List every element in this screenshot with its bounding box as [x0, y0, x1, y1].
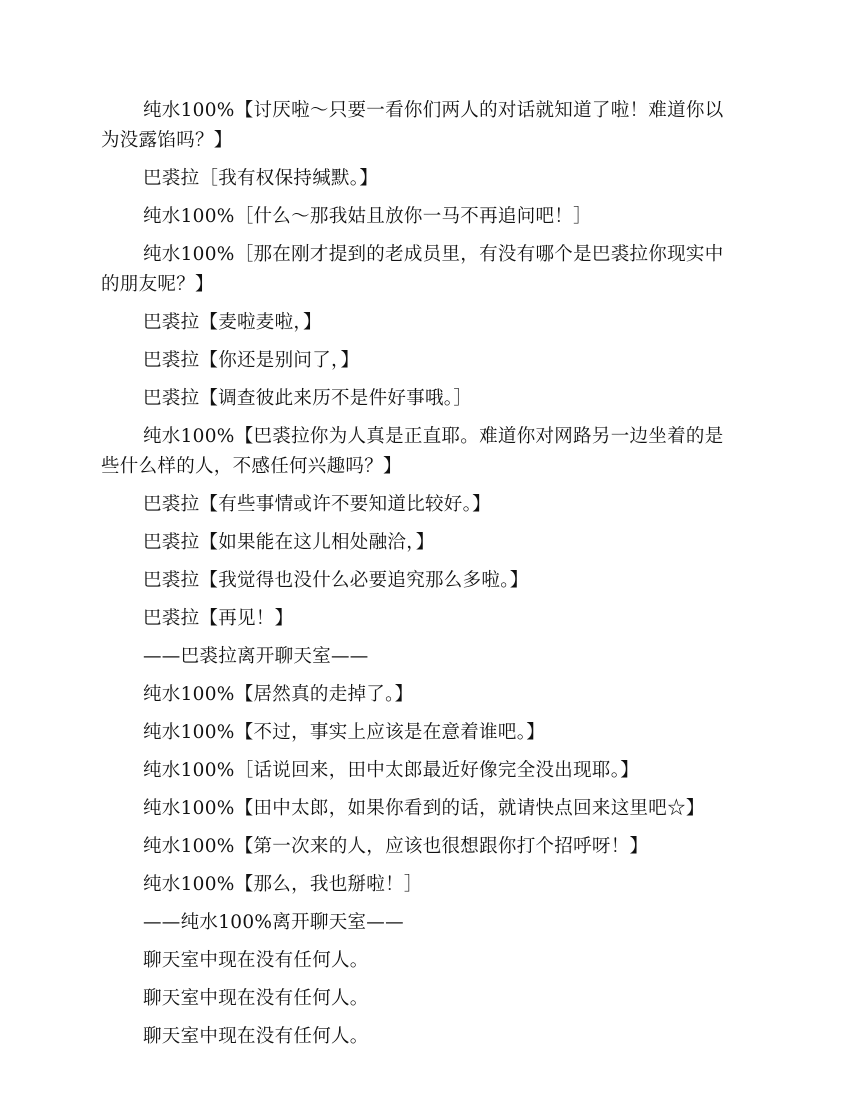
system-message: 聊天室中现在没有任何人。: [143, 1026, 369, 1047]
document-page: [101, 96, 741, 1060]
chat-line: 巴裘拉【我觉得也没什么必要追究那么多啦。】: [143, 570, 529, 591]
chat-line: 纯水100%［话说回来，田中太郎最近好像完全没出现耶。】: [143, 760, 640, 781]
system-message: 聊天室中现在没有任何人。: [143, 988, 369, 1009]
chat-line: 纯水100%【不过，事实上应该是在意着谁吧。】: [143, 722, 546, 743]
chat-line: 纯水100%【第一次来的人，应该也很想跟你打个招呼呀！】: [143, 836, 649, 857]
chat-line: 巴裘拉【调查彼此来历不是件好事哦。］: [143, 388, 473, 409]
chat-line: 纯水100%【讨厌啦～只要一看你们两人的对话就知道了啦！难道你以为没露馅吗？】: [101, 100, 724, 151]
chat-line: 巴裘拉［我有权保持缄默。】: [143, 168, 379, 189]
chat-line: 纯水100%【那么，我也掰啦！］: [143, 874, 423, 895]
chat-line: 巴裘拉【你还是别问了，】: [143, 350, 360, 371]
system-message: 聊天室中现在没有任何人。: [143, 950, 369, 971]
chat-line: 巴裘拉【再见！】: [143, 608, 294, 629]
chat-line: 巴裘拉【如果能在这儿相处融洽，】: [143, 532, 435, 553]
system-message: ——巴裘拉离开聊天室——: [143, 646, 369, 667]
chat-line: 纯水100%【田中太郎，如果你看到的话，就请快点回来这里吧☆】: [143, 798, 705, 819]
chat-line: 纯水100%【居然真的走掉了。】: [143, 684, 414, 705]
chat-line: 巴裘拉【麦啦麦啦，】: [143, 312, 322, 333]
system-message: ——纯水100%离开聊天室——: [143, 912, 404, 933]
chat-line: 纯水100%［什么～那我姑且放你一马不再追问吧！］: [143, 206, 592, 227]
chat-line: 巴裘拉【有些事情或许不要知道比较好。】: [143, 494, 491, 515]
chat-line: 纯水100%【巴裘拉你为人真是正直耶。难道你对网路另一边坐着的是些什么样的人，不感任何兴趣吗？】: [101, 426, 724, 477]
chat-line: 纯水100%［那在刚才提到的老成员里，有没有哪个是巴裘拉你现实中的朋友呢？】: [101, 244, 724, 295]
